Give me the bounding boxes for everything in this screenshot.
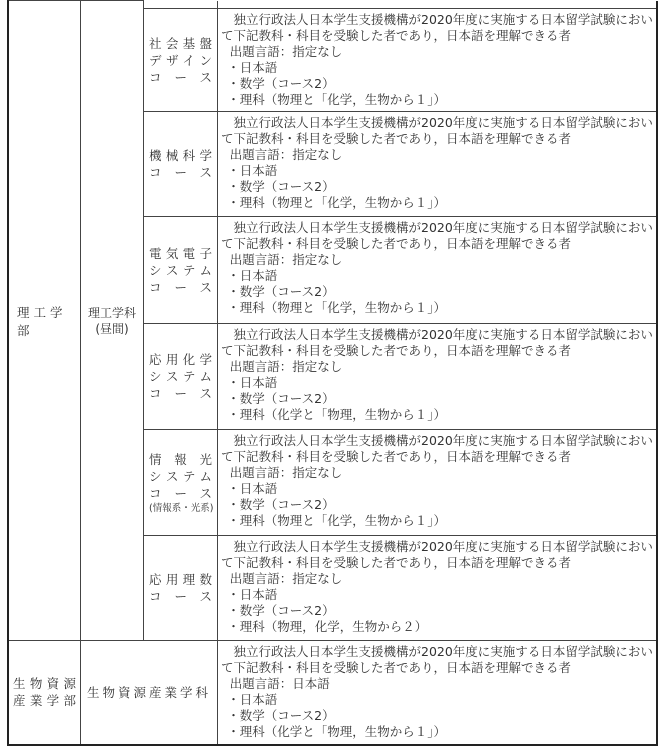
subject-item: ・数学（コース2） [227, 391, 335, 406]
course-name [144, 147, 217, 181]
course-name [144, 351, 217, 402]
subject-item: ・日本語 [227, 268, 278, 283]
subject-item: ・理科（物理，化学，生物から２） [227, 619, 428, 634]
requirement-text: 独立行政法人日本学生支援機構が2020年度に実施する日本留学試験におい [233, 327, 653, 342]
department-name: 生物資源産業学科 [86, 685, 211, 701]
course-cell [144, 217, 218, 324]
requirement-text: て下記教科・科目を受験した者であり，日本語を理解できる者 [221, 660, 572, 675]
subject-item: ・理科（物理と「化学，生物から１」） [227, 92, 447, 107]
subject-item: ・数学（コース2） [227, 284, 335, 299]
subject-item: ・日本語 [227, 692, 278, 707]
course-name [144, 245, 217, 296]
requirement-text: 独立行政法人日本学生支援機構が2020年度に実施する日本留学試験におい [233, 539, 653, 554]
subject-item: ・日本語 [227, 163, 278, 178]
spacer-cell [144, 1, 218, 9]
course-name-line: システム [149, 369, 212, 384]
requirement-text: 独立行政法人日本学生支援機構が2020年度に実施する日本留学試験におい [233, 644, 653, 659]
faculty-cell [8, 1, 81, 641]
course-name-line: コース [149, 485, 212, 501]
course-name-line: システム [149, 468, 212, 484]
department-cell [81, 1, 144, 641]
course-name-line: コース [149, 386, 212, 401]
course-cell [144, 112, 218, 217]
faculty-name-line: 産業学部 [13, 693, 76, 709]
department-name [81, 305, 143, 337]
faculty-cell [8, 641, 81, 745]
course-name-line: 社会基盤 [149, 35, 212, 51]
requirements-cell [218, 430, 658, 536]
requirement-text: 独立行政法人日本学生支援機構が2020年度に実施する日本留学試験におい [233, 220, 653, 235]
course-note: (情報系・光系) [149, 502, 214, 514]
faculty-name: 理工学部 [17, 304, 67, 338]
admission-requirements-table [7, 0, 658, 746]
course-name-line: 応用化学 [149, 352, 212, 367]
subject-item: ・理科（物理と「化学，生物から１」） [227, 195, 447, 210]
requirement-text: て下記教科・科目を受験した者であり，日本語を理解できる者 [221, 343, 572, 358]
exam-language: 出題言語：日本語 [229, 676, 330, 691]
exam-language: 出題言語：指定なし [229, 571, 343, 586]
requirements-cell [218, 324, 658, 430]
exam-language: 出題言語：指定なし [229, 44, 343, 59]
exam-language: 出題言語：指定なし [229, 252, 343, 267]
department-label: 理工学科 [87, 305, 136, 320]
subject-item: ・日本語 [227, 481, 278, 496]
exam-language: 出題言語：指定なし [229, 359, 343, 374]
subject-item: ・日本語 [227, 375, 278, 390]
course-name [144, 451, 217, 515]
subject-item: ・日本語 [227, 60, 278, 75]
faculty-name-line: 生物資源 [13, 676, 76, 692]
course-name [144, 35, 217, 86]
spacer-cell [218, 1, 658, 9]
subject-item: ・数学（コース2） [227, 497, 335, 512]
department-note: (昼間) [95, 321, 129, 336]
requirement-text: て下記教科・科目を受験した者であり，日本語を理解できる者 [221, 236, 572, 251]
department-cell [81, 641, 218, 745]
course-name-line: コース [149, 279, 212, 295]
course-name-line: コース [149, 165, 212, 180]
requirement-text: 独立行政法人日本学生支援機構が2020年度に実施する日本留学試験におい [233, 115, 653, 130]
requirement-text: て下記教科・科目を受験した者であり，日本語を理解できる者 [221, 449, 572, 464]
requirements-cell [218, 536, 658, 641]
course-name-line: コース [149, 589, 212, 604]
course-name-line: 情報光 [149, 451, 212, 467]
requirements-cell [218, 112, 658, 217]
requirements-cell [218, 9, 658, 112]
requirements-cell [218, 217, 658, 324]
subject-item: ・理科（化学と「物理，生物から１」） [227, 724, 447, 739]
subject-item: ・理科（物理と「化学，生物から１」） [227, 513, 447, 528]
course-name-line: コース [149, 69, 212, 85]
course-cell [144, 324, 218, 430]
requirement-text: て下記教科・科目を受験した者であり，日本語を理解できる者 [221, 131, 572, 146]
course-cell [144, 9, 218, 112]
faculty-name [9, 675, 80, 709]
subject-item: ・理科（化学と「物理，生物から１」） [227, 407, 447, 422]
subject-item: ・日本語 [227, 587, 278, 602]
requirement-text: て下記教科・科目を受験した者であり，日本語を理解できる者 [221, 28, 572, 43]
subject-item: ・数学（コース2） [227, 603, 335, 618]
subject-item: ・数学（コース2） [227, 76, 335, 91]
course-name-line: システム [149, 262, 212, 278]
subject-item: ・理科（物理と「化学，生物から１」） [227, 300, 447, 315]
course-name-line: 機械科学 [149, 148, 212, 163]
subject-item: ・数学（コース2） [227, 179, 335, 194]
requirement-text: 独立行政法人日本学生支援機構が2020年度に実施する日本留学試験におい [233, 433, 653, 448]
course-name [144, 571, 217, 605]
course-name-line: 電気電子 [149, 245, 212, 261]
course-cell [144, 430, 218, 536]
requirement-text: 独立行政法人日本学生支援機構が2020年度に実施する日本留学試験におい [233, 12, 653, 27]
course-name-line: デザイン [149, 52, 212, 68]
subject-item: ・数学（コース2） [227, 708, 335, 723]
course-cell [144, 536, 218, 641]
requirements-cell [218, 641, 658, 745]
table-row [8, 641, 657, 745]
exam-language: 出題言語：指定なし [229, 465, 343, 480]
course-name-line: 応用理数 [149, 572, 212, 587]
requirement-text: て下記教科・科目を受験した者であり，日本語を理解できる者 [221, 555, 572, 570]
exam-language: 出題言語：指定なし [229, 147, 343, 162]
